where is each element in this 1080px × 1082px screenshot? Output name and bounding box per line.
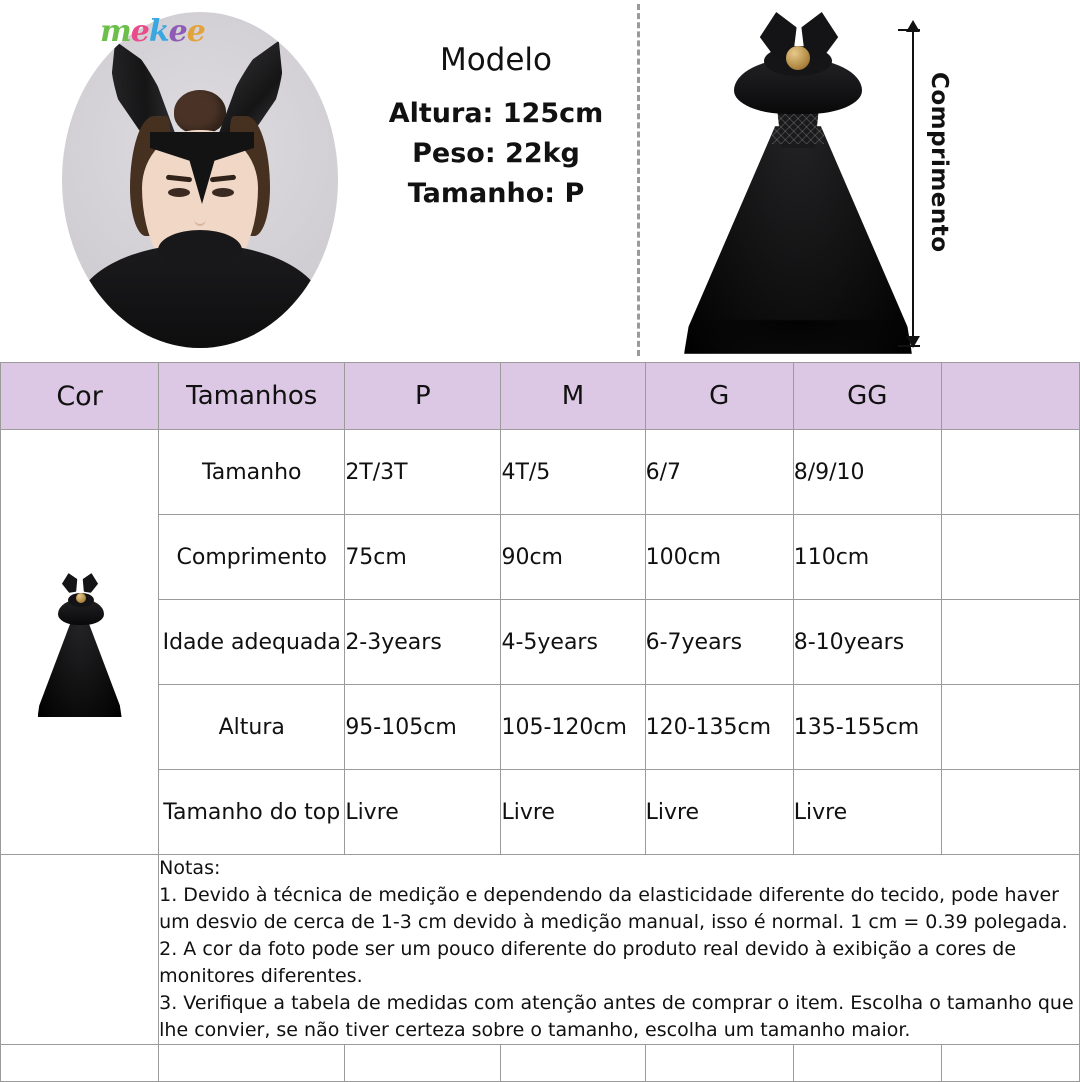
cell-m: 105-120cm: [501, 685, 645, 770]
notes-block: [159, 855, 1080, 1045]
cell-m: 4T/5: [501, 430, 645, 515]
cell-gg: 110cm: [793, 515, 941, 600]
cell-g: 6/7: [645, 430, 793, 515]
cell-p: 2-3years: [345, 600, 501, 685]
hair-bun: [174, 90, 226, 134]
cell-p: 2T/3T: [345, 430, 501, 515]
note-item-2: 2. A cor da foto pode ser um pouco diferente do produto real devido à exibição a cores de monitores diferentes.: [159, 937, 1017, 987]
cell-p: 75cm: [345, 515, 501, 600]
thumb-horn-left-icon: [59, 571, 79, 594]
cell-gg: Livre: [793, 770, 941, 855]
cell-gg: 135-155cm: [793, 685, 941, 770]
header-cell-p: P: [345, 363, 501, 430]
model-title: Modelo: [439, 42, 553, 78]
notes-title: Notas:: [159, 857, 221, 879]
arrow-down-icon: [906, 336, 920, 348]
cell-empty: [941, 600, 1079, 685]
color-swatch-cell: [1, 430, 159, 855]
table-row: [1, 770, 1080, 855]
row-label: Tamanho: [159, 430, 345, 515]
cell-empty: [941, 430, 1079, 515]
brand-letter: k: [148, 14, 169, 49]
model-size: Tamanho: P: [407, 177, 585, 209]
header-cell-cor: Cor: [1, 363, 159, 430]
cell-empty: [941, 770, 1079, 855]
product-hero: [0, 0, 1080, 362]
brand-letter: m: [100, 14, 131, 49]
measure-line: [912, 30, 914, 346]
row-label: Altura: [159, 685, 345, 770]
notes-row: [1, 855, 1080, 1045]
row-label: Tamanho do top: [159, 770, 345, 855]
strip-cell: [159, 1044, 345, 1081]
feather-collar: [76, 244, 324, 348]
size-chart: [0, 362, 1080, 1082]
strip-cell: [1, 1044, 159, 1081]
model-height: Altura: 125cm: [388, 98, 604, 129]
cell-p: 95-105cm: [345, 685, 501, 770]
dress-illustration: [672, 6, 924, 356]
dress-medallion: [786, 46, 810, 70]
model-weight: Peso: 22kg: [412, 137, 580, 169]
strip-cell: [941, 1044, 1079, 1081]
strip-cell: [345, 1044, 501, 1081]
brand-letter: e: [168, 14, 187, 49]
notes-spacer: [1, 855, 159, 1045]
thumb-skirt: [38, 621, 122, 717]
length-label: Comprimento: [926, 72, 952, 253]
cell-p: Livre: [345, 770, 501, 855]
cell-g: 120-135cm: [645, 685, 793, 770]
cell-g: 100cm: [645, 515, 793, 600]
table-row: [1, 430, 1080, 515]
cell-m: 90cm: [501, 515, 645, 600]
header-cell-gg: GG: [793, 363, 941, 430]
brand-letter: e: [130, 14, 149, 49]
row-label: Comprimento: [159, 515, 345, 600]
cell-gg: 8/9/10: [793, 430, 941, 515]
eye-right: [212, 188, 234, 197]
header-cell-tamanhos: Tamanhos: [159, 363, 345, 430]
brand-logo: [100, 14, 205, 49]
table-row: [1, 515, 1080, 600]
dress-thumbnail: [34, 567, 126, 717]
note-item-3: 3. Verifique a tabela de medidas com atenção antes de comprar o item. Escolha o tamanho que lhe convier, se não tiver certeza sobre o tamanho, escolha um tamanho maior.: [159, 991, 1074, 1041]
cell-m: Livre: [501, 770, 645, 855]
cell-gg: 8-10years: [793, 600, 941, 685]
header-cell-m: M: [501, 363, 645, 430]
row-label: Idade adequada: [159, 600, 345, 685]
model-specs: [360, 42, 632, 214]
table-bottom-strip: [1, 1044, 1080, 1081]
cell-empty: [941, 685, 1079, 770]
thumb-horn-right-icon: [79, 571, 99, 594]
cell-g: Livre: [645, 770, 793, 855]
strip-cell: [501, 1044, 645, 1081]
note-item-1: 1. Devido à técnica de medição e dependendo da elasticidade diferente do tecido, pode haver um desvio de cerca de 1-3 cm devido à medição manual, isso é normal. 1 cm = 0.39 polegada.: [159, 883, 1068, 933]
table-row: [1, 685, 1080, 770]
cell-g: 6-7years: [645, 600, 793, 685]
brand-letter: e: [186, 14, 205, 49]
table-header-row: [1, 363, 1080, 430]
dress-skirt: [684, 126, 912, 354]
eye-left: [168, 188, 190, 197]
strip-cell: [793, 1044, 941, 1081]
table-row: [1, 600, 1080, 685]
cell-m: 4-5years: [501, 600, 645, 685]
header-cell-empty: [941, 363, 1079, 430]
cell-empty: [941, 515, 1079, 600]
header-cell-g: G: [645, 363, 793, 430]
vertical-divider: [637, 4, 640, 356]
thumb-medallion: [76, 593, 86, 603]
strip-cell: [645, 1044, 793, 1081]
nose: [194, 212, 206, 226]
model-photo: [62, 12, 338, 348]
